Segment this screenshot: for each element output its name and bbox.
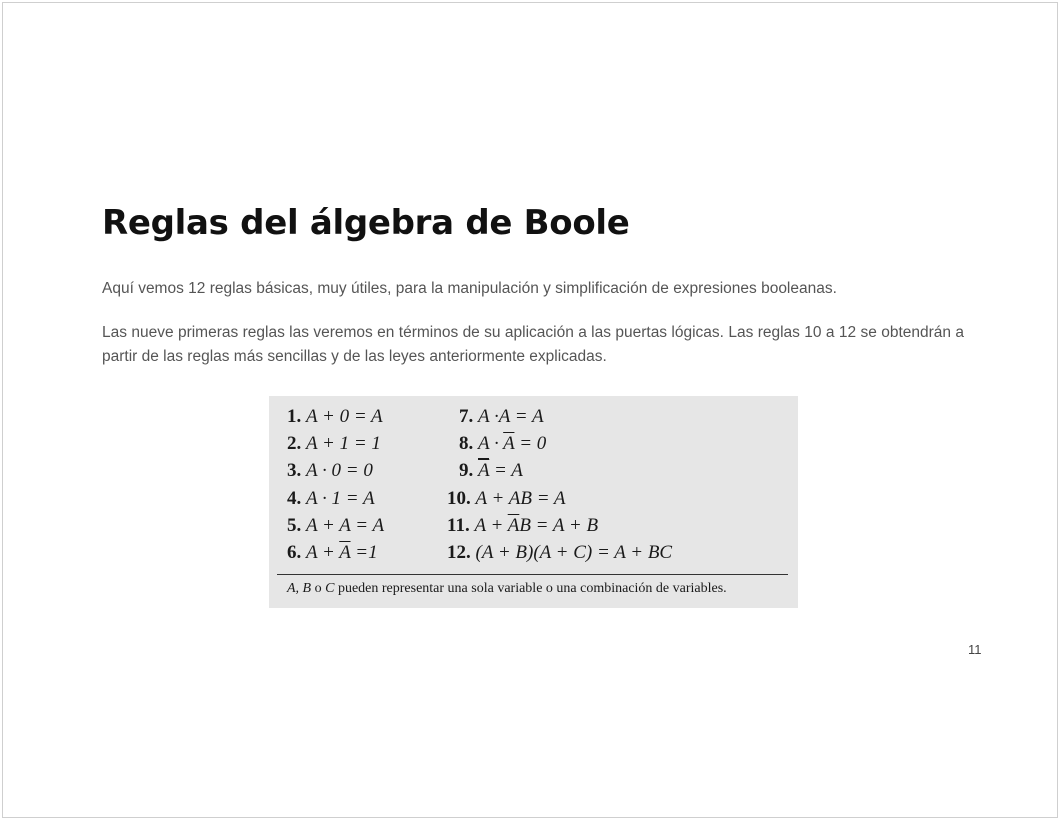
rule-10: 10. A + AB = A (447, 488, 566, 509)
explanation-paragraph: Las nueve primeras reglas las veremos en términos de su aplicación a las puertas lógicas. Las reglas 10 a 12 se obtendrán a partir de las reglas más sencillas y de las leyes anteriormente explicadas. (102, 324, 964, 365)
rules-footnote: A, B o C pueden representar una sola variable o una combinación de variables. (287, 581, 727, 596)
rule-5: 5. A + A = A (287, 515, 385, 536)
rule-9: 9. $\overline{A} = A$ (459, 460, 523, 481)
rule-2: 2. A + 1 = 1 (287, 433, 381, 454)
intro-paragraph: Aquí vemos 12 reglas básicas, muy útiles, para la manipulación y simplificación de expresiones booleanas. (102, 280, 837, 297)
rule-1: 1. A + 0 = A (287, 406, 383, 427)
slide (2, 2, 1058, 818)
rule-4: 4. A · 1 = A (287, 488, 375, 509)
rule-6: 6. $A + \overline{A} =1$ (287, 542, 378, 563)
rule-12: 12. (A + B)(A + C) = A + BC (447, 542, 673, 563)
rule-8: 8. $A \cdot \overline{A} = 0$ (459, 433, 547, 454)
boolean-rules-table (269, 396, 798, 608)
rules-divider (277, 574, 788, 575)
rule-3: 3. A · 0 = 0 (287, 460, 373, 481)
rule-7: 7. A ·A = A (459, 406, 544, 427)
rule-11: 11. $A + \overline{A}B = A + B$ (447, 515, 599, 536)
page-number: 11 (968, 642, 982, 657)
slide-title: Reglas del álgebra de Boole (102, 203, 630, 243)
